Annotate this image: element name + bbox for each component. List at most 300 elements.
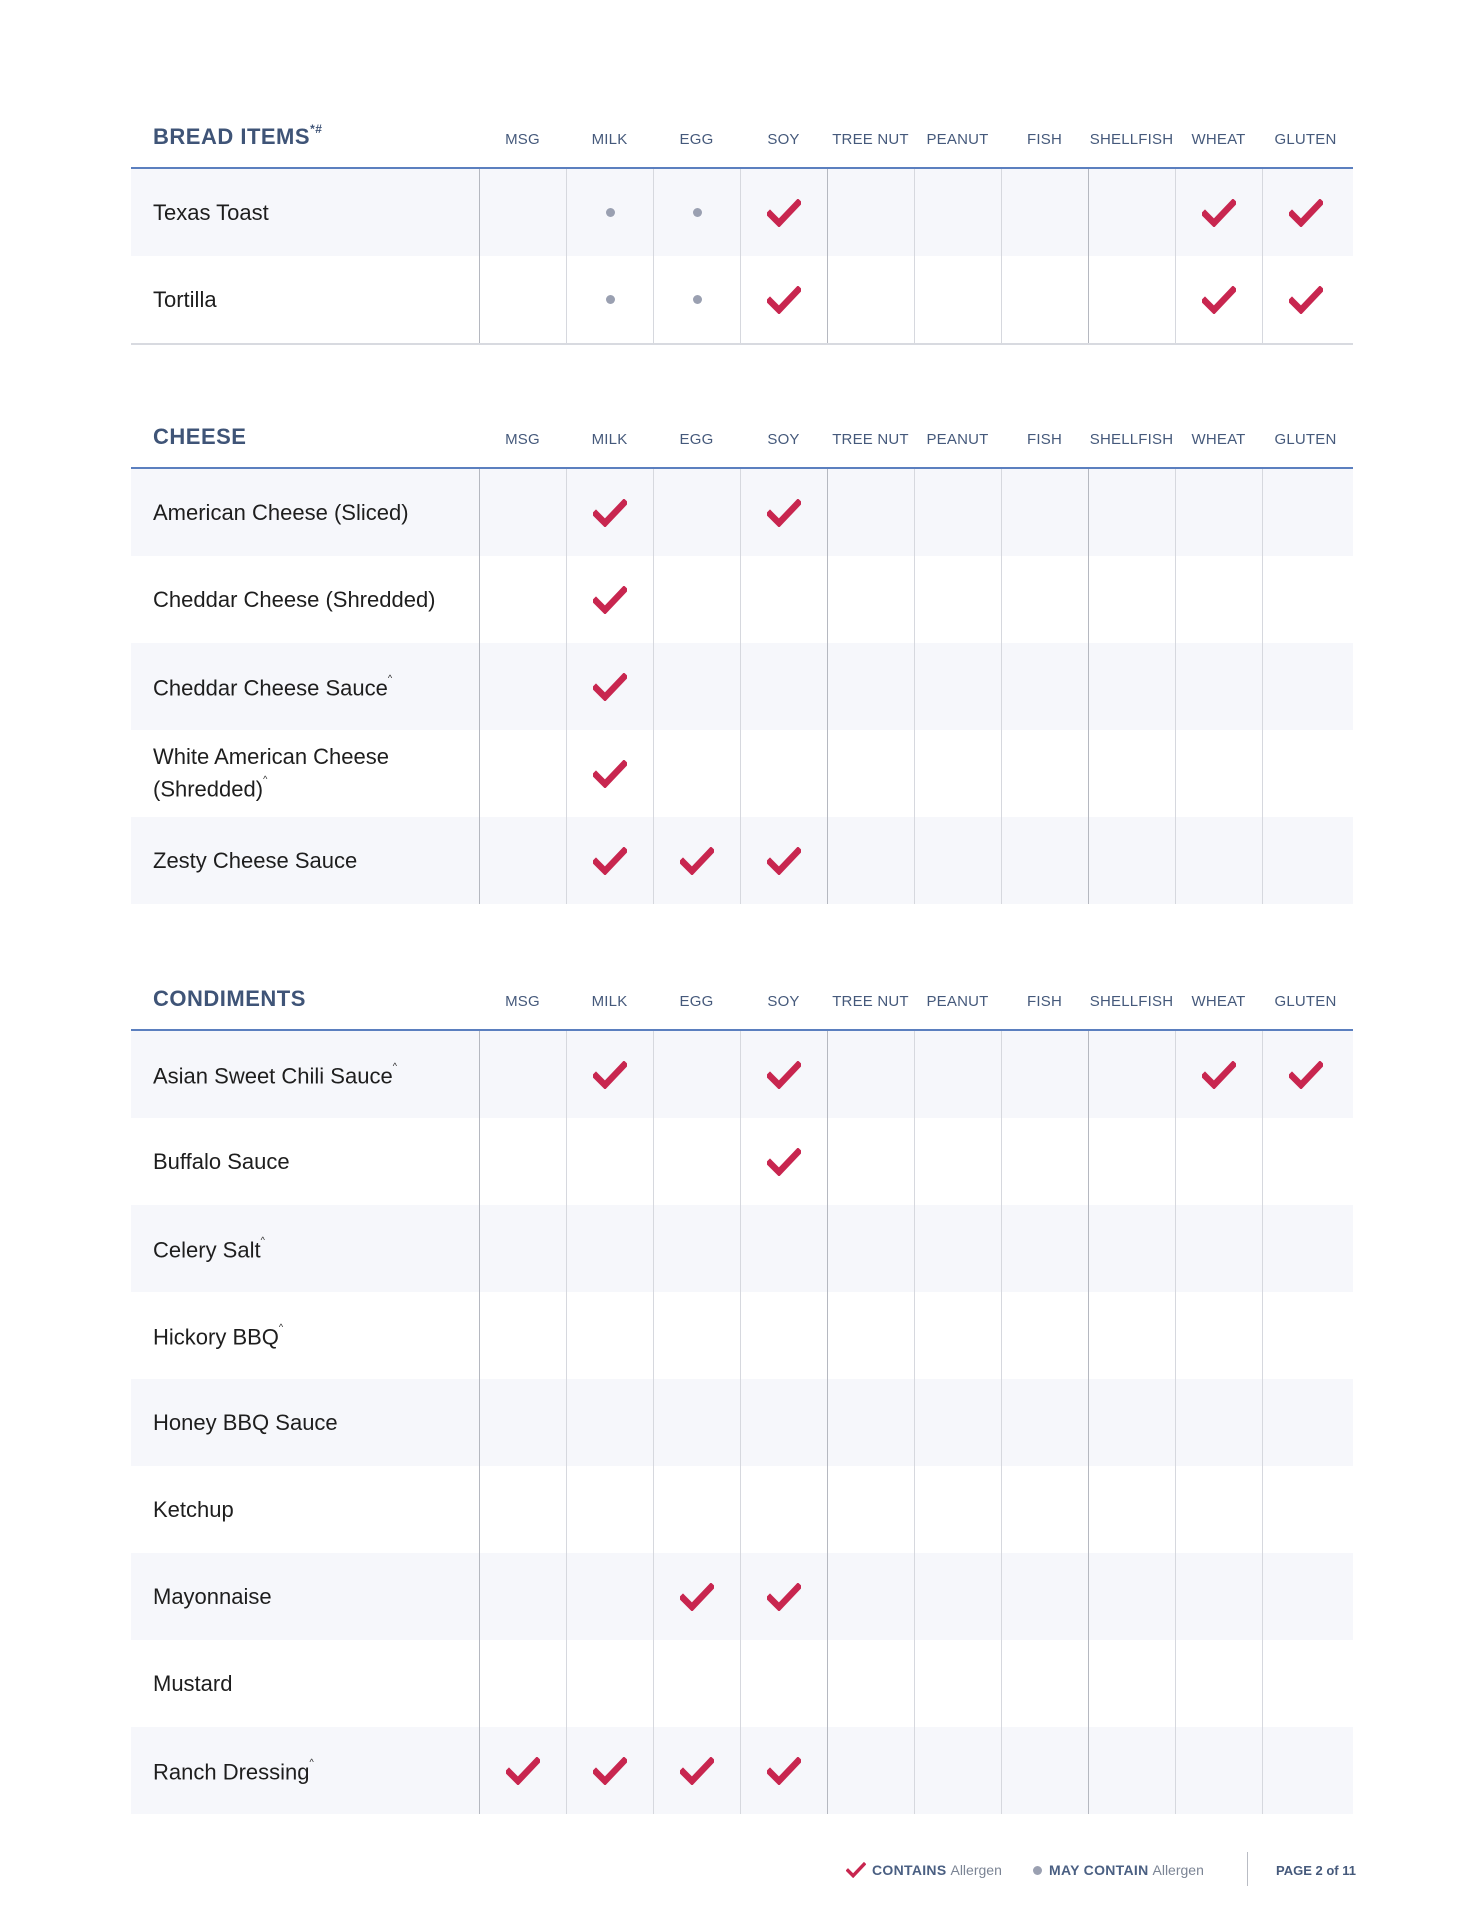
cell-soy bbox=[740, 1205, 827, 1292]
cell-peanut bbox=[914, 469, 1001, 556]
cell-gluten bbox=[1262, 730, 1349, 817]
legend-may-contain-sub: Allergen bbox=[1152, 1862, 1204, 1878]
cell-shellfish bbox=[1088, 730, 1175, 817]
item-name-text: Ketchup bbox=[153, 1496, 234, 1522]
cell-shellfish bbox=[1088, 1292, 1175, 1379]
cell-tree-nut bbox=[827, 643, 914, 730]
column-header: GLUTEN bbox=[1274, 131, 1337, 148]
item-name bbox=[153, 817, 453, 904]
cell-tree-nut bbox=[827, 169, 914, 256]
cell-tree-nut bbox=[827, 1205, 914, 1292]
cell-egg bbox=[653, 817, 740, 904]
cell-shellfish bbox=[1088, 1553, 1175, 1640]
table-row bbox=[131, 1118, 1353, 1205]
item-name-text: Honey BBQ Sauce bbox=[153, 1409, 338, 1435]
cell-msg bbox=[479, 469, 566, 556]
column-header: SOY bbox=[767, 131, 800, 148]
cell-shellfish bbox=[1088, 643, 1175, 730]
item-footnote: ^ bbox=[387, 673, 393, 684]
item-name bbox=[153, 1031, 453, 1118]
cell-msg bbox=[479, 817, 566, 904]
cell-msg bbox=[479, 1466, 566, 1553]
column-header: EGG bbox=[679, 431, 714, 448]
legend-contains bbox=[846, 1862, 1002, 1878]
cell-wheat bbox=[1175, 256, 1262, 343]
cell-soy bbox=[740, 1379, 827, 1466]
check-icon bbox=[593, 586, 627, 614]
column-header: SHELLFISH bbox=[1089, 431, 1174, 448]
cell-wheat bbox=[1175, 469, 1262, 556]
cell-milk bbox=[566, 817, 653, 904]
cell-msg bbox=[479, 1118, 566, 1205]
check-icon bbox=[593, 760, 627, 788]
cell-msg bbox=[479, 643, 566, 730]
legend-contains-label: CONTAINS bbox=[872, 1862, 947, 1878]
check-icon bbox=[1202, 199, 1236, 227]
cell-gluten bbox=[1262, 1553, 1349, 1640]
item-footnote: ^ bbox=[309, 1757, 314, 1768]
legend-may-contain bbox=[1033, 1862, 1204, 1878]
column-header: FISH bbox=[1027, 431, 1062, 448]
cell-milk bbox=[566, 1640, 653, 1727]
cell-egg bbox=[653, 169, 740, 256]
cell-shellfish bbox=[1088, 469, 1175, 556]
item-name bbox=[153, 469, 453, 556]
check-icon bbox=[680, 1757, 714, 1785]
dot-icon bbox=[606, 208, 615, 217]
cell-msg bbox=[479, 1640, 566, 1727]
cell-fish bbox=[1001, 1379, 1088, 1466]
cell-egg bbox=[653, 1292, 740, 1379]
item-name-text: Zesty Cheese Sauce bbox=[153, 847, 358, 873]
dot-icon bbox=[606, 295, 615, 304]
section-title bbox=[153, 986, 306, 1012]
item-name-text: Celery Salt bbox=[153, 1237, 261, 1263]
cell-milk bbox=[566, 469, 653, 556]
item-name-text: Mayonnaise bbox=[153, 1583, 272, 1609]
column-header: GLUTEN bbox=[1274, 993, 1337, 1010]
table-row bbox=[131, 1553, 1353, 1640]
cell-soy bbox=[740, 817, 827, 904]
item-footnote: ^ bbox=[392, 1061, 397, 1072]
cell-wheat bbox=[1175, 643, 1262, 730]
item-name bbox=[153, 1118, 453, 1205]
item-name bbox=[153, 1292, 453, 1379]
section-title-footnote: *# bbox=[310, 122, 323, 136]
section-header bbox=[131, 420, 1353, 469]
cell-fish bbox=[1001, 256, 1088, 343]
cell-msg bbox=[479, 1292, 566, 1379]
cell-soy bbox=[740, 556, 827, 643]
cell-fish bbox=[1001, 169, 1088, 256]
cell-fish bbox=[1001, 730, 1088, 817]
item-name-text: Hickory BBQ bbox=[153, 1324, 279, 1350]
cell-msg bbox=[479, 556, 566, 643]
cell-soy bbox=[740, 1466, 827, 1553]
item-footnote: ^ bbox=[278, 1322, 284, 1333]
table-body bbox=[131, 169, 1353, 345]
cell-gluten bbox=[1262, 1292, 1349, 1379]
cell-tree-nut bbox=[827, 469, 914, 556]
check-icon bbox=[767, 199, 801, 227]
section-header bbox=[131, 120, 1353, 169]
column-header: SHELLFISH bbox=[1089, 131, 1174, 148]
table-row bbox=[131, 1031, 1353, 1118]
cell-peanut bbox=[914, 730, 1001, 817]
cell-soy bbox=[740, 1727, 827, 1814]
cell-wheat bbox=[1175, 1205, 1262, 1292]
item-name bbox=[153, 256, 453, 343]
cell-egg bbox=[653, 643, 740, 730]
item-name-text: Asian Sweet Chili Sauce bbox=[153, 1063, 393, 1089]
cell-wheat bbox=[1175, 1031, 1262, 1118]
cell-tree-nut bbox=[827, 1118, 914, 1205]
cell-gluten bbox=[1262, 1118, 1349, 1205]
section-title-text: CHEESE bbox=[153, 424, 247, 449]
cell-tree-nut bbox=[827, 730, 914, 817]
item-name-text: Cheddar Cheese Sauce bbox=[153, 675, 388, 701]
column-header: MSG bbox=[505, 131, 540, 148]
item-footnote: ^ bbox=[260, 1235, 265, 1246]
cell-soy bbox=[740, 730, 827, 817]
check-icon bbox=[593, 847, 627, 875]
cell-soy bbox=[740, 643, 827, 730]
check-icon bbox=[593, 1061, 627, 1089]
cell-egg bbox=[653, 1553, 740, 1640]
column-header: MILK bbox=[591, 131, 628, 148]
column-header: SHELLFISH bbox=[1089, 993, 1174, 1010]
column-header: TREE NUT bbox=[832, 131, 909, 148]
cell-tree-nut bbox=[827, 1379, 914, 1466]
cell-peanut bbox=[914, 1727, 1001, 1814]
cell-fish bbox=[1001, 1553, 1088, 1640]
check-icon bbox=[767, 499, 801, 527]
item-name bbox=[153, 556, 453, 643]
column-header: GLUTEN bbox=[1274, 431, 1337, 448]
cell-gluten bbox=[1262, 1379, 1349, 1466]
check-icon bbox=[1289, 286, 1323, 314]
cell-peanut bbox=[914, 1379, 1001, 1466]
cell-milk bbox=[566, 643, 653, 730]
cell-wheat bbox=[1175, 169, 1262, 256]
cell-egg bbox=[653, 1640, 740, 1727]
cell-peanut bbox=[914, 1466, 1001, 1553]
item-name bbox=[153, 643, 453, 730]
cell-tree-nut bbox=[827, 256, 914, 343]
cell-egg bbox=[653, 469, 740, 556]
item-name bbox=[153, 1466, 453, 1553]
column-header: PEANUT bbox=[926, 431, 989, 448]
cell-peanut bbox=[914, 256, 1001, 343]
check-icon bbox=[680, 847, 714, 875]
section-cheese bbox=[131, 420, 1353, 904]
table-row bbox=[131, 256, 1353, 343]
section-title bbox=[153, 124, 322, 150]
cell-milk bbox=[566, 256, 653, 343]
cell-msg bbox=[479, 1727, 566, 1814]
cell-egg bbox=[653, 1727, 740, 1814]
cell-wheat bbox=[1175, 1379, 1262, 1466]
check-icon bbox=[1202, 286, 1236, 314]
cell-wheat bbox=[1175, 1640, 1262, 1727]
cell-peanut bbox=[914, 817, 1001, 904]
item-name-text: Cheddar Cheese (Shredded) bbox=[153, 586, 436, 612]
cell-fish bbox=[1001, 1292, 1088, 1379]
table-row bbox=[131, 469, 1353, 556]
dot-icon bbox=[693, 208, 702, 217]
check-icon bbox=[767, 1757, 801, 1785]
cell-milk bbox=[566, 556, 653, 643]
cell-milk bbox=[566, 1727, 653, 1814]
cell-wheat bbox=[1175, 730, 1262, 817]
cell-milk bbox=[566, 1118, 653, 1205]
check-icon bbox=[593, 673, 627, 701]
cell-shellfish bbox=[1088, 556, 1175, 643]
cell-peanut bbox=[914, 1640, 1001, 1727]
cell-shellfish bbox=[1088, 1640, 1175, 1727]
cell-msg bbox=[479, 1031, 566, 1118]
cell-wheat bbox=[1175, 556, 1262, 643]
cell-gluten bbox=[1262, 1031, 1349, 1118]
item-name-text: Mustard bbox=[153, 1670, 233, 1696]
cell-soy bbox=[740, 1292, 827, 1379]
cell-soy bbox=[740, 1640, 827, 1727]
check-icon bbox=[767, 1583, 801, 1611]
table-row bbox=[131, 169, 1353, 256]
check-icon bbox=[767, 286, 801, 314]
cell-fish bbox=[1001, 1466, 1088, 1553]
check-icon bbox=[680, 1583, 714, 1611]
cell-egg bbox=[653, 730, 740, 817]
cell-shellfish bbox=[1088, 1118, 1175, 1205]
check-icon bbox=[593, 1757, 627, 1785]
item-name-text: Buffalo Sauce bbox=[153, 1148, 290, 1174]
cell-tree-nut bbox=[827, 1553, 914, 1640]
column-header: MSG bbox=[505, 431, 540, 448]
cell-wheat bbox=[1175, 1727, 1262, 1814]
cell-fish bbox=[1001, 643, 1088, 730]
column-header: EGG bbox=[679, 131, 714, 148]
cell-msg bbox=[479, 1379, 566, 1466]
cell-shellfish bbox=[1088, 1031, 1175, 1118]
table-row bbox=[131, 1466, 1353, 1553]
cell-wheat bbox=[1175, 1118, 1262, 1205]
column-header: MILK bbox=[591, 431, 628, 448]
legend-divider bbox=[1247, 1852, 1248, 1886]
cell-egg bbox=[653, 556, 740, 643]
cell-milk bbox=[566, 1031, 653, 1118]
column-header: WHEAT bbox=[1191, 431, 1246, 448]
column-header: FISH bbox=[1027, 131, 1062, 148]
column-header: FISH bbox=[1027, 993, 1062, 1010]
table-row bbox=[131, 1640, 1353, 1727]
check-icon bbox=[767, 847, 801, 875]
cell-msg bbox=[479, 1205, 566, 1292]
cell-tree-nut bbox=[827, 817, 914, 904]
cell-gluten bbox=[1262, 1640, 1349, 1727]
section-title-text: BREAD ITEMS bbox=[153, 124, 311, 149]
cell-milk bbox=[566, 169, 653, 256]
check-icon bbox=[1289, 1061, 1323, 1089]
cell-egg bbox=[653, 1118, 740, 1205]
column-header: MILK bbox=[591, 993, 628, 1010]
table-row bbox=[131, 643, 1353, 730]
column-header: SOY bbox=[767, 431, 800, 448]
cell-peanut bbox=[914, 1553, 1001, 1640]
cell-wheat bbox=[1175, 817, 1262, 904]
cell-gluten bbox=[1262, 817, 1349, 904]
cell-egg bbox=[653, 1466, 740, 1553]
cell-fish bbox=[1001, 556, 1088, 643]
cell-soy bbox=[740, 256, 827, 343]
table-body bbox=[131, 1031, 1353, 1814]
cell-tree-nut bbox=[827, 1640, 914, 1727]
cell-peanut bbox=[914, 1031, 1001, 1118]
item-name bbox=[153, 1727, 453, 1814]
table-row bbox=[131, 1205, 1353, 1292]
check-icon bbox=[1289, 199, 1323, 227]
cell-shellfish bbox=[1088, 817, 1175, 904]
item-name-text: Tortilla bbox=[153, 286, 217, 312]
cell-milk bbox=[566, 1379, 653, 1466]
check-icon bbox=[846, 1862, 866, 1878]
check-icon bbox=[767, 1061, 801, 1089]
table-body bbox=[131, 469, 1353, 904]
column-header: MSG bbox=[505, 993, 540, 1010]
cell-gluten bbox=[1262, 1205, 1349, 1292]
section-header bbox=[131, 982, 1353, 1031]
item-name bbox=[153, 1379, 453, 1466]
item-name bbox=[153, 730, 453, 817]
cell-milk bbox=[566, 1553, 653, 1640]
section-title bbox=[153, 424, 246, 450]
cell-fish bbox=[1001, 1205, 1088, 1292]
cell-wheat bbox=[1175, 1553, 1262, 1640]
item-name bbox=[153, 1205, 453, 1292]
check-icon bbox=[767, 1148, 801, 1176]
cell-gluten bbox=[1262, 469, 1349, 556]
cell-soy bbox=[740, 1118, 827, 1205]
cell-peanut bbox=[914, 1118, 1001, 1205]
cell-msg bbox=[479, 1553, 566, 1640]
table-row bbox=[131, 556, 1353, 643]
cell-gluten bbox=[1262, 643, 1349, 730]
cell-fish bbox=[1001, 1640, 1088, 1727]
cell-msg bbox=[479, 256, 566, 343]
cell-soy bbox=[740, 1031, 827, 1118]
page-number: PAGE 2 of 11 bbox=[1276, 1863, 1356, 1878]
cell-shellfish bbox=[1088, 1466, 1175, 1553]
column-header: WHEAT bbox=[1191, 993, 1246, 1010]
cell-egg bbox=[653, 1205, 740, 1292]
dot-icon bbox=[1033, 1866, 1042, 1875]
cell-soy bbox=[740, 169, 827, 256]
table-row bbox=[131, 1292, 1353, 1379]
cell-milk bbox=[566, 1205, 653, 1292]
column-header: WHEAT bbox=[1191, 131, 1246, 148]
cell-egg bbox=[653, 256, 740, 343]
cell-tree-nut bbox=[827, 1727, 914, 1814]
item-name-text: Ranch Dressing bbox=[153, 1759, 310, 1785]
item-name bbox=[153, 169, 453, 256]
legend-contains-sub: Allergen bbox=[950, 1862, 1002, 1878]
table-row bbox=[131, 730, 1353, 817]
cell-peanut bbox=[914, 1292, 1001, 1379]
cell-shellfish bbox=[1088, 256, 1175, 343]
cell-gluten bbox=[1262, 556, 1349, 643]
cell-wheat bbox=[1175, 1466, 1262, 1553]
cell-peanut bbox=[914, 169, 1001, 256]
cell-egg bbox=[653, 1031, 740, 1118]
cell-msg bbox=[479, 730, 566, 817]
check-icon bbox=[1202, 1061, 1236, 1089]
cell-fish bbox=[1001, 1727, 1088, 1814]
column-header: PEANUT bbox=[926, 131, 989, 148]
cell-shellfish bbox=[1088, 1205, 1175, 1292]
item-name bbox=[153, 1553, 453, 1640]
item-name bbox=[153, 1640, 453, 1727]
cell-msg bbox=[479, 169, 566, 256]
cell-wheat bbox=[1175, 1292, 1262, 1379]
legend bbox=[846, 1852, 1356, 1892]
column-header: SOY bbox=[767, 993, 800, 1010]
section-title-text: CONDIMENTS bbox=[153, 986, 306, 1011]
check-icon bbox=[506, 1757, 540, 1785]
cell-milk bbox=[566, 1292, 653, 1379]
cell-egg bbox=[653, 1379, 740, 1466]
cell-tree-nut bbox=[827, 1031, 914, 1118]
section-condiments bbox=[131, 982, 1353, 1814]
legend-may-contain-label: MAY CONTAIN bbox=[1049, 1862, 1149, 1878]
cell-shellfish bbox=[1088, 169, 1175, 256]
cell-tree-nut bbox=[827, 1466, 914, 1553]
cell-milk bbox=[566, 1466, 653, 1553]
table-row bbox=[131, 1727, 1353, 1814]
cell-peanut bbox=[914, 556, 1001, 643]
column-header: TREE NUT bbox=[832, 993, 909, 1010]
dot-icon bbox=[693, 295, 702, 304]
cell-gluten bbox=[1262, 169, 1349, 256]
cell-gluten bbox=[1262, 1727, 1349, 1814]
column-header: TREE NUT bbox=[832, 431, 909, 448]
check-icon bbox=[593, 499, 627, 527]
item-name-text: White American Cheese (Shredded) bbox=[153, 744, 389, 802]
table-row bbox=[131, 817, 1353, 904]
cell-shellfish bbox=[1088, 1379, 1175, 1466]
cell-peanut bbox=[914, 643, 1001, 730]
cell-tree-nut bbox=[827, 556, 914, 643]
cell-soy bbox=[740, 1553, 827, 1640]
cell-shellfish bbox=[1088, 1727, 1175, 1814]
cell-fish bbox=[1001, 469, 1088, 556]
item-footnote: ^ bbox=[263, 774, 268, 785]
column-header: EGG bbox=[679, 993, 714, 1010]
cell-gluten bbox=[1262, 256, 1349, 343]
section-bread-items bbox=[131, 120, 1353, 345]
cell-fish bbox=[1001, 1118, 1088, 1205]
column-header: PEANUT bbox=[926, 993, 989, 1010]
cell-fish bbox=[1001, 817, 1088, 904]
cell-fish bbox=[1001, 1031, 1088, 1118]
table-row bbox=[131, 1379, 1353, 1466]
cell-milk bbox=[566, 730, 653, 817]
item-name-text: American Cheese (Sliced) bbox=[153, 499, 409, 525]
cell-gluten bbox=[1262, 1466, 1349, 1553]
cell-soy bbox=[740, 469, 827, 556]
cell-peanut bbox=[914, 1205, 1001, 1292]
item-name-text: Texas Toast bbox=[153, 199, 269, 225]
cell-tree-nut bbox=[827, 1292, 914, 1379]
